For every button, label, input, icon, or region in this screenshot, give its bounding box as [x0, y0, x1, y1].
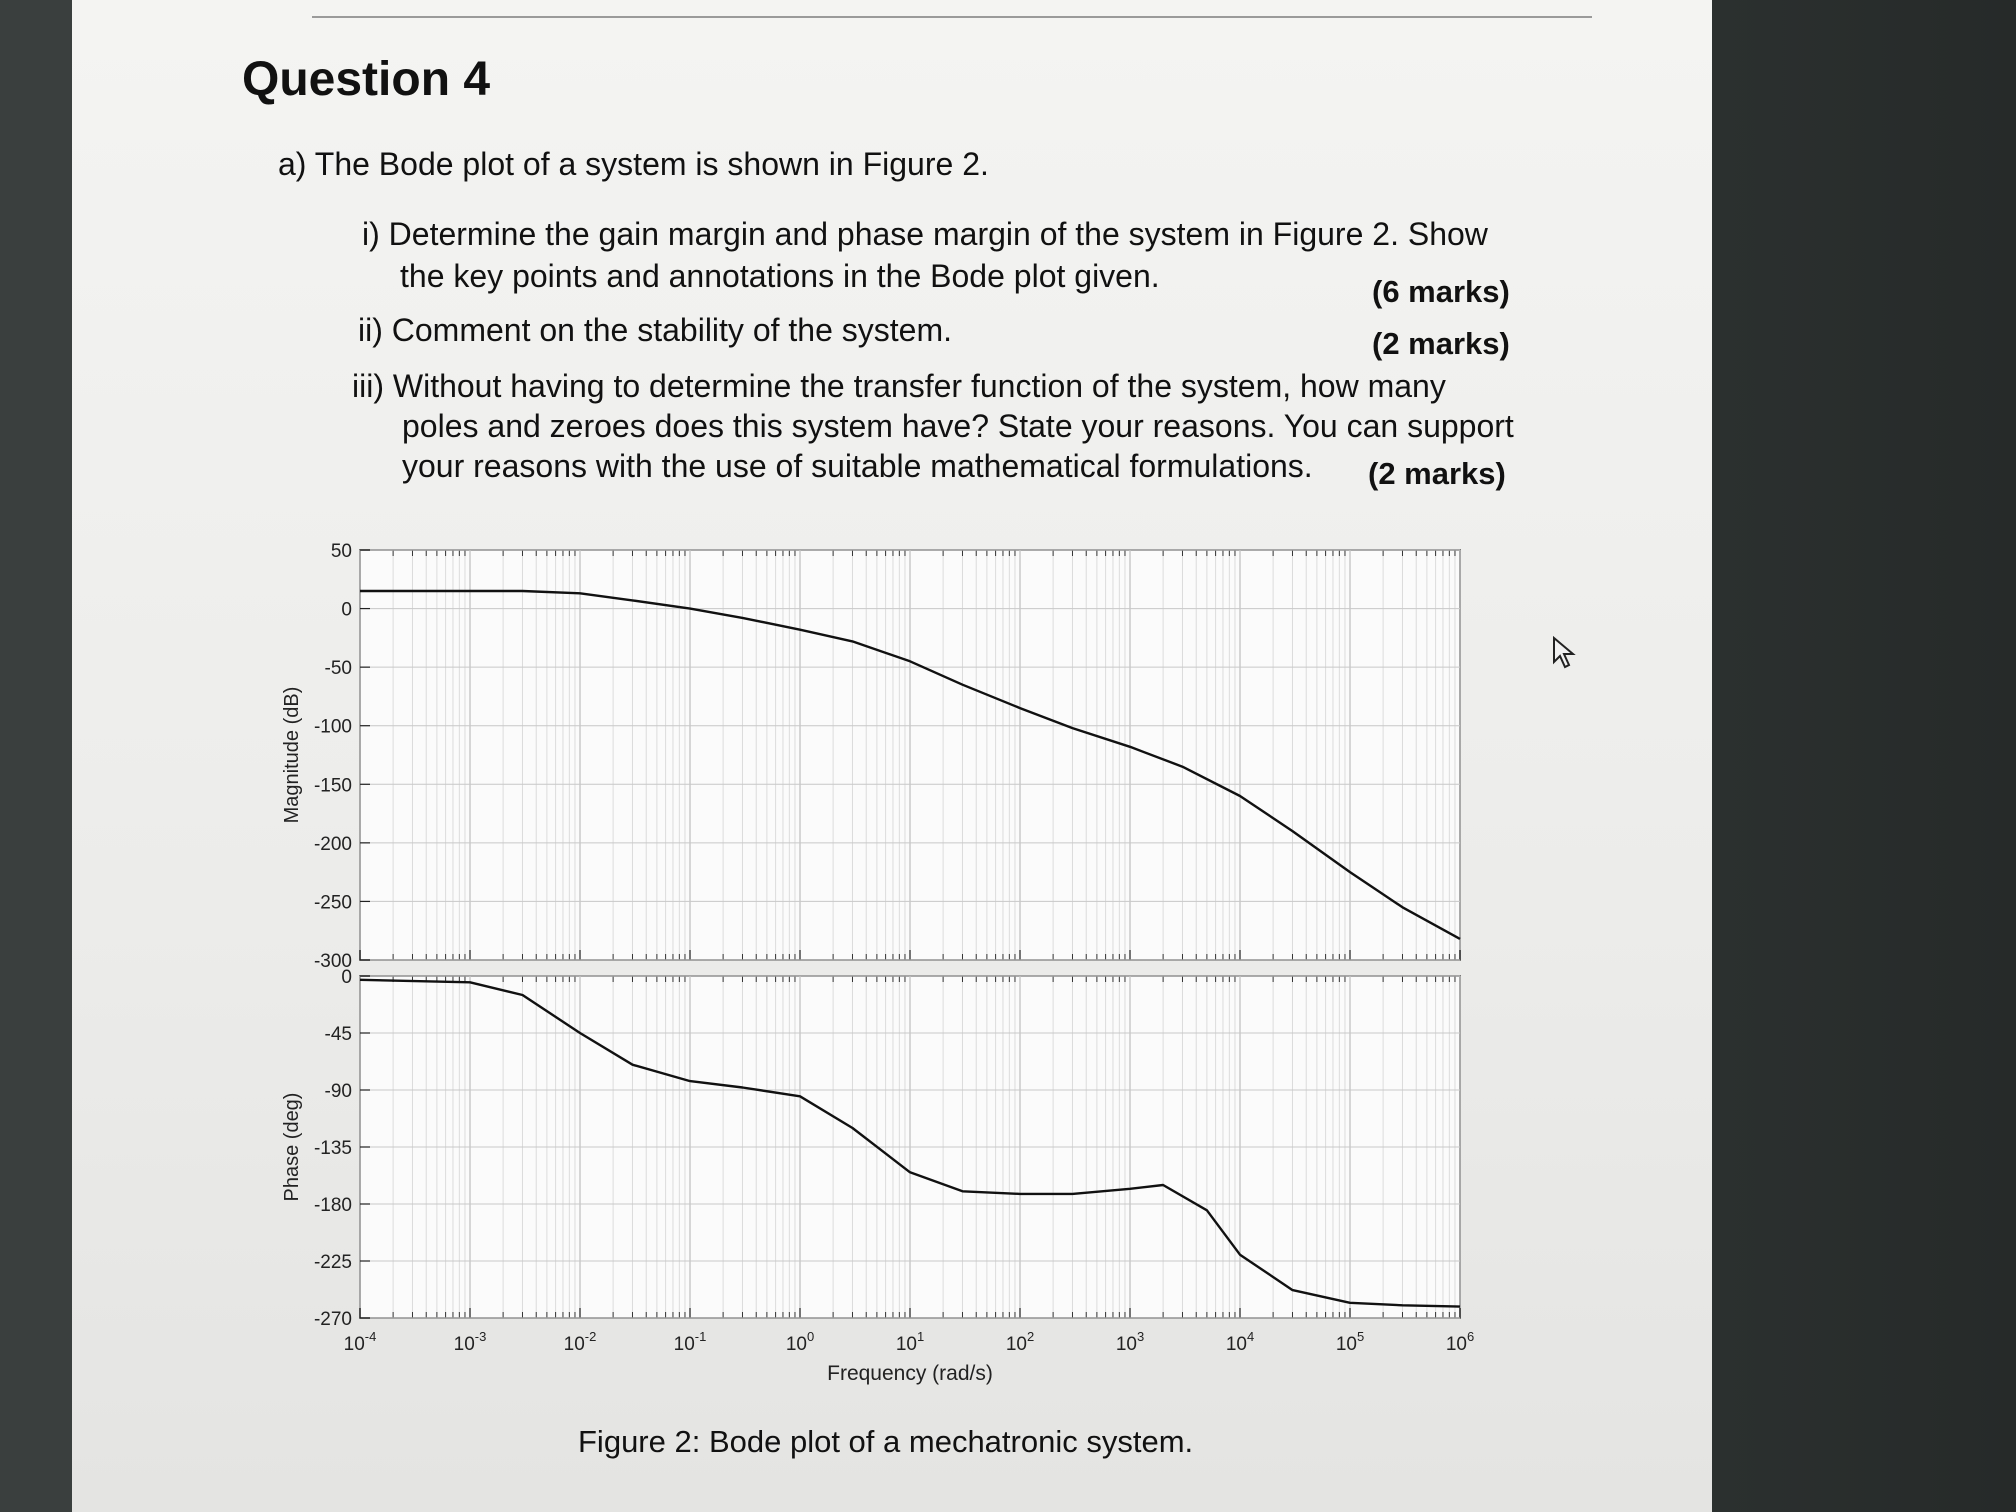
bode-plot: [260, 520, 1500, 1400]
magnitude-y-tick-label: 50: [330, 541, 352, 562]
phase-y-tick-label: -180: [313, 1195, 352, 1216]
item-iii-line1: iii) Without having to determine the transfer function of the system, how many: [352, 368, 1446, 404]
phase-y-tick-label: -45: [324, 1024, 352, 1045]
part-a-text: a) The Bode plot of a system is shown in Figure 2.: [278, 146, 989, 182]
magnitude-y-tick-label: 0: [341, 599, 352, 621]
phase-y-tick-label: -225: [313, 1252, 352, 1273]
item-i-line1: i) Determine the gain margin and phase margin of the system in Figure 2. Show: [362, 216, 1488, 252]
x-tick-label: $10^4$: [1225, 1329, 1255, 1355]
phase-y-tick-label: 0: [341, 967, 352, 988]
header-rule: [312, 16, 1592, 18]
magnitude-y-tick-label: -50: [324, 658, 352, 680]
x-tick-label: $10^6$: [1445, 1329, 1475, 1355]
phase-y-tick-label: -90: [324, 1081, 352, 1102]
magnitude-y-tick-label: -200: [313, 833, 352, 855]
magnitude-y-tick-label: -150: [313, 775, 352, 797]
x-tick-label: $10^3$: [1115, 1329, 1145, 1355]
question-title: Question 4: [242, 53, 491, 106]
x-tick-label: $10^{-4}$: [343, 1329, 377, 1355]
item-iii-marks: (2 marks): [1368, 456, 1506, 491]
mouse-cursor-icon: [1552, 636, 1580, 670]
x-tick-label: $10^2$: [1005, 1329, 1035, 1355]
figure-caption: Figure 2: Bode plot of a mechatronic system.: [578, 1424, 1194, 1459]
x-axis-label: Frequency (rad/s): [827, 1362, 993, 1385]
x-tick-label: $10^{-3}$: [453, 1329, 487, 1355]
item-i-marks: (6 marks): [1372, 274, 1510, 309]
item-i-line2: the key points and annotations in the Bode plot given.: [400, 258, 1160, 294]
x-tick-label: $10^5$: [1335, 1329, 1365, 1355]
x-tick-label: $10^{-1}$: [673, 1329, 707, 1355]
magnitude-y-tick-label: -250: [313, 892, 352, 914]
x-tick-label: $10^1$: [895, 1329, 925, 1355]
x-tick-label: $10^{-2}$: [563, 1329, 597, 1355]
phase-y-tick-label: -270: [313, 1309, 352, 1330]
magnitude-y-tick-label: -100: [313, 716, 352, 738]
phase-y-tick-label: -135: [313, 1138, 352, 1159]
phase-y-axis-label: Phase (deg): [281, 1092, 303, 1202]
item-iii-line2: poles and zeroes does this system have? State your reasons. You can support: [402, 408, 1514, 444]
item-iii-line3: your reasons with the use of suitable mathematical formulations.: [402, 448, 1313, 484]
magnitude-y-axis-label: Magnitude (dB): [281, 686, 303, 824]
x-tick-label: $10^0$: [785, 1329, 815, 1355]
magnitude-y-tick-label: -300: [313, 951, 352, 972]
item-ii-line1: ii) Comment on the stability of the system.: [358, 312, 952, 348]
item-ii-marks: (2 marks): [1372, 326, 1510, 361]
